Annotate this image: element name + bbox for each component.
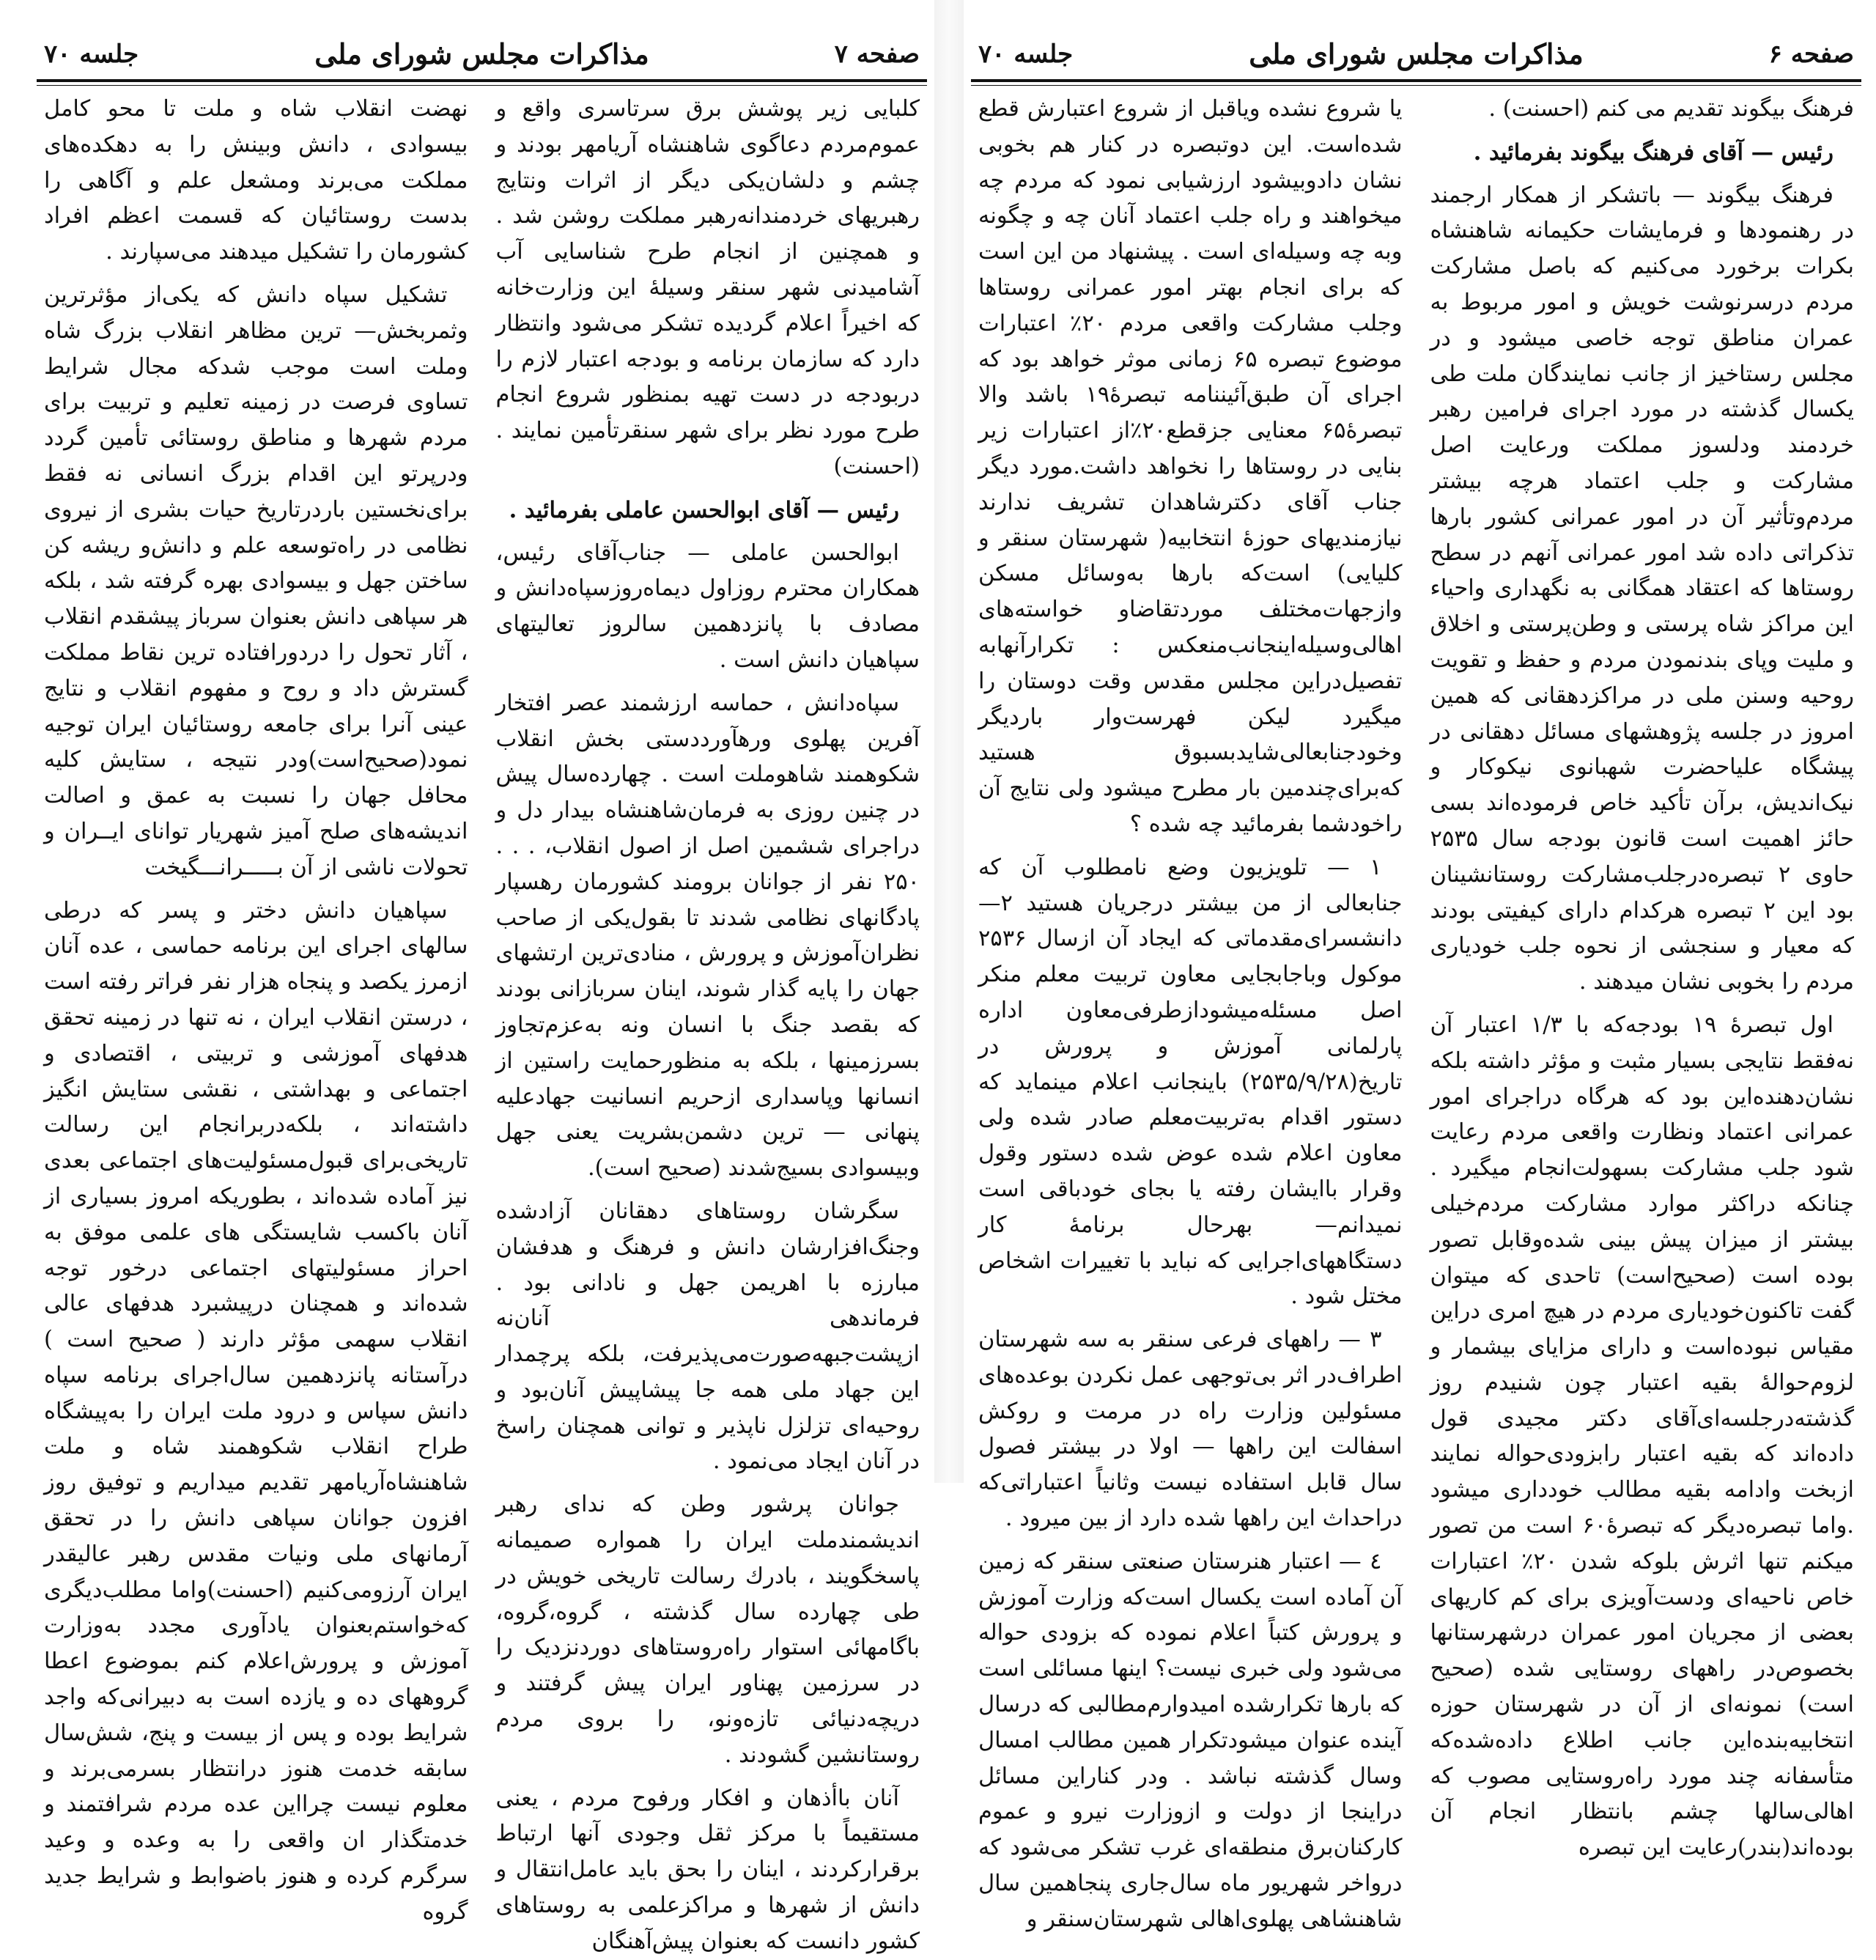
page-header	[29, 32, 934, 76]
paragraph: یا شروع نشده ویاقبل از شروع اعتبارش قطع شده‌است. این دوتبصره در کنار هم بخوبی نشان دادوبیشود ارزشیابی نمود که مردم چه میخواهند و راه جلب اعتماد آنان چه و چگونه وبه چه وسیله‌ای است . پیشنهاد من این است که برای انجام بهتر امور عمرانی روستاها وجلب مشارکت واقعی مردم ۲۰٪ اعتبارات موضوع تبصره ۶۵ زمانی موثر خواهد بود که اجرای آن طبق‌آئیننامه تبصرهٔ۱۹ باشد والا تبصرهٔ۶۵ معنایی جزقطع۲۰٪از اعتبارات زیر بنایی در روستاها را نخواهد داشت.مورد دیگر جناب آقای دکترشاهدان تشریف ندارند نیازمندیهای حوزهٔ انتخابیه( شهرستان سنقر و کلیایی) است‌که بارها به‌وسائل مسکن وازجهات‌مختلف موردتقاضاو خواسته‌های اهالی‌وسیله‌اینجانب‌منعکس : تکرارآنهابه تفصیل‌دراین مجلس مقدس وقت دوستان را میگیرد لیکن فهرست‌وار باردیگر وخودجنابعالی‌شایدبسبوق هستید که‌برای‌چندمین بار مطرح میشود ولی نتایج آن راخودشما بفرمائید چه شده ؟	[978, 96, 1403, 837]
paragraph: کلبایی زیر پوشش برق سرتاسری واقع و عموم‌مردم دعاگوی شاهنشاه آریامهر بودند و چشم و دلشان‌یکی دیگر از اثرات ونتایج رهبریهای خردمندانه‌رهبر مملکت روشن شد . و همچنین از انجام طرح شناسایی آب آشامیدنی شهر سنقر وسیلهٔ این وزارت‌خانه که اخیراً اعلام گردیده تشکر می‌شود وانتظار دارد که سازمان برنامه و بودجه اعتبار لازم را دربودجه در دست تهیه بمنظور شروع انجام طرح مورد نظر برای شهر سنقرتأمین نمایند .(احسنت)	[495, 96, 920, 479]
column-left	[44, 92, 468, 1925]
paragraph: فرهنگ بیگوند تقدیم می کنم (احسنت) .	[1488, 96, 1854, 122]
speaker-line: رئیس — آقای فرهنگ بیگوند بفرمائید .	[1473, 139, 1833, 166]
page-left	[29, 0, 934, 1954]
paragraph: فرهنگ بیگوند — باتشکر از همکار ارجمند در رهنمودها و فرمایشات حکیمانه شاهنشاه بکرات برخورد می‌کنیم که باصل مشارکت مردم درسرنوشت خویش و امور مربوط به عمران مناطق توجه خاصی میشود و در مجلس رستاخیز از جانب نمایندگان ملت طی یکسال گذشته در مورد اجرای فرامین رهبر خردمند ودلسوز مملکت ورعایت اصل مشارکت و جلب اعتماد هرچه بیشتر مردم‌وتأثیر آن در امور عمرانی کشور بارها تذکراتی داده شد امور عمرانی آنهم در سطح روستاها که اعتقاد همگانی به نگهداری واحیاء این مراکز شاه پرستی و وطن‌پرستی و اخلاق و ملیت وپای بندنمودن مردم و حفظ و تقویت روحیه وسنن ملی در مراکزدهقانی که همین امروز در جلسه پژوهشهای مسائل دهقانی در پیشگاه علیاحضرت شهبانوی نیکوکار و نیک‌اندیش، برآن تأکید خاص فرموده‌اند بسی حائز اهمیت است قانون بودجه سال ۲۵۳۵ حاوی ۲ تبصره‌درجلب‌مشارکت روستانشینان بود این ۲ تبصره هرکدام دارای کیفیتی بودند که معیار و سنجشی از نحوه جلب خودیاری مردم را بخوبی نشان میدهند .	[1430, 182, 1854, 995]
page-right	[964, 0, 1869, 1932]
page-header	[964, 32, 1869, 76]
publication-title: مذاکرات مجلس شورای ملی	[1249, 37, 1584, 70]
publication-title: مذاکرات مجلس شورای ملی	[314, 37, 649, 70]
paragraph: نهضت انقلاب شاه و ملت تا محو کامل بیسوادی ، دانش وبینش را به دهکده‌های مملکت می‌برند ومشعل علم و آگاهی را بدست روستائیان که قسمت اعظم افراد کشورمان را تشکیل میدهند می‌سپارند .	[44, 96, 468, 265]
column-right	[1430, 92, 1855, 1861]
paragraph: سپاهیان دانش دختر و پسر که درطی سالهای اجرای این برنامه حماسی ، عده آنان ازمرز یکصد و پنجاه هزار نفر فراتر رفته است ، درستن انقلاب ایران ، نه تنها در زمینه تحقق هدفهای آموزشی و تربیتی ، اقتصادی و اجتماعی و بهداشتی ، نقشی ستایش انگیز داشته‌اند ، بلکه‌دربرانجام این رسالت تاریخی‌برای قبول‌مسئولیت‌های اجتماعی بعدی نیز آماده شده‌اند ، بطوریکه امروز بسیاری از آنان باکسب شایستگی های علمی موفق به احراز مسئولیتهای اجتماعی درخور توجه شده‌اند و همچنان درپیشبرد هدفهای عالی انقلاب سهمی مؤثر دارند ( صحیح است ) درآستانه پانزدهمین سال‌اجرای برنامه سپاه دانش سپاس و درود ملت ایران را به‌پیشگاه طراح انقلاب شکوهمند شاه و ملت شاهنشاه‌آریامهر تقدیم میداریم و توفیق روز افزون جوانان سپاهی دانش را در تحقق آرمانهای ملی ونیات مقدس رهبر عالیقدر ایران آرزومی‌کنیم (احسنت)واما مطلب‌دیگری که‌خواستم‌بعنوان یادآوری مجدد به‌وزارت آموزش و پرورش‌اعلام کنم بموضوع اعطا گروههای ده و یازده است به دبیرانی‌که واجد شرایط بوده و پس از بیست و پنج، شش‌سال سابقه خدمت هنوز درانتظار بسرمی‌برند و معلوم نیست چرااین عده مردم شرافتمند و خدمتگذار ان واقعی را به وعده و وعید سرگرم کرده و هنوز باضوابط و شرایط جدید گروه	[44, 897, 468, 1925]
paragraph: آنان باأذهان و افکار ورفوح مردم ، یعنی مستقیماً با مرکز ثقل وجودی آنها ارتباط برقرارکردند ، اینان را بحق باید عامل‌انتقال و دانش از شهرها و مراکزعلمی به روستاهای کشور دانست که بعنوان پیش‌آهنگان	[495, 1785, 920, 1954]
page-number-label: صفحه ۷	[834, 40, 920, 69]
paragraph: تشکیل سپاه دانش که یکی‌از مؤثرترین وثمربخش— ترین مظاهر انقلاب بزرگ شاه وملت است موجب شدکه مجال شرایط تساوی فرصت در زمینه تعلیم و تربیت برای مردم شهرها و مناطق روستائی تأمین گردد ودرپرتو این اقدام بزرگ انسانی نه فقط برای‌نخستین باردرتاریخ حیات بشری از نیروی نظامی در راه‌توسعه علم و دانش‌و ریشه کن ساختن جهل و بیسوادی بهره گرفته شد ، بلکه هر سپاهی دانش بعنوان سرباز پیشقدم انقلاب ، آثار تحول را دردورافتاده ترین نقاط مملکت گسترش داد و روح و مفهوم انقلاب و نتایج عینی آنرا برای جامعه روستائیان ایران توجیه نمود(صحیح‌است)ودر نتیجه ، ستایش کلیه محافل جهان را نسبت به عمق و اصالت اندیشه‌های صلح آمیز شهریار توانای ایــران و تحولات ناشی از آن بـــــرانـــگیخت	[44, 281, 468, 880]
paragraph: سپاه‌دانش ، حماسه ارزشمند عصر افتخار آفرین پهلوی و‌رهآورد‌دستی بخش انقلاب شکوهمند شاهوملت است . چهارده‌سال پیش در چنین روزی به فرمان‌شاهنشاه بیدار دل و دراجرای ششمین اصل از اصول انقلاب، . . . ۲۵۰ نفر از جوانان برومند کشورمان رهسپار پادگانهای نظامی شدند تا بقول‌یکی از صاحب نظران‌آموزش و پرورش ، منادی‌ترین ارتشهای جهان را پایه گذار شوند، اینان سربازانی بودند که بقصد جنگ با انسان ونه به‌عزم‌تجاوز بسرزمینها ، بلکه به منظورحمایت راستین از انسانها وپاسداری ازحریم انسانیت جهادعلیه پنهانی — ترین دشمن‌بشریت یعنی جهل وبیسوادی بسیج‌شدند (صحیح است).	[495, 690, 920, 1182]
session-label: جلسه ۷۰	[978, 40, 1074, 69]
text-columns	[44, 92, 920, 1954]
speaker-line: رئیس — آقای ابوالحسن عاملی بفرمائید .	[509, 496, 899, 523]
paragraph: ۳ — راههای فرعی سنقر به سه شهرستان اطراف‌در اثر بی‌توجهی عمل نکردن بوعده‌های مسئولین وزارت راه در مرمت و روکش اسفالت این راهها — اولا در بیشتر فصول سال قابل استفاده نیست وثانیاً اعتباراتی‌که دراحداث این راهها شده دارد از بین میرود .	[978, 1327, 1403, 1532]
paragraph: سگرشان روستاهای دهقانان آزادشده وجنگ‌افزارشان دانش و فرهنگ و هدفشان مبارزه با اهریمن جهل و نادانی بود . فرماندهی آنان‌نه ازپشت‌جبهه‌صورت‌می‌پذیرفت، بلکه پرچمدار این جهاد ملی همه جا پیشاپیش آنان‌بود و روحیه‌ای تزلزل ناپذیر و توانی همچنان راسخ در آنان ایجاد می‌نمود .	[495, 1198, 920, 1475]
page-number-label: صفحه ۶	[1768, 40, 1854, 69]
column-right	[495, 92, 920, 1954]
header-rule	[37, 79, 927, 86]
paragraph: ۱ — تلویزیون وضع نامطلوب آن که جنابعالی از من بیشتر درجریان هستید ۲— دانشسرای‌مقدماتی که ایجاد آن ازسال ۲۵۳۶ موکول وباجابجایی معاون تربیت معلم منکر اصل مسئله‌میشودازطرفی‌معاون اداره پارلمانی آموزش و پرورش در تاریخ(۲۵۳۵/۹/۲۸) باینجانب اعلام مینماید که دستور اقدام به‌تربیت‌معلم صادر شده ولی معاون اعلام شده عوض شده دستور وقول وقرار باایشان رفته یا بجای خودباقی است نمیدانم— بهرحال برنامهٔ کار دستگاههای‌اجرایی که نباید با تغییرات اشخاص مختل شود .	[978, 854, 1403, 1310]
paragraph: ٤ — اعتبار هنرستان صنعتی سنقر که زمین آن آماده است یکسال است‌که وزارت آموزش و پرورش کتباً اعلام نموده که بزودی حواله می‌شود ولی خبری نیست؟ اینها مسائلی است که بارها تکرارشده امیدوارم‌مطالبی که درسال آینده عنوان میشودتکرار همین مطالب امسال وسال گذشته نباشد . ودر کناراین مسائل دراینجا از دولت و ازوزارت نیرو و عموم کارکنان‌برق منطقه‌ای غرب تشکر می‌شود که درواخر شهریور ماه سال‌جاری پنجاهمین سال شاهنشاهی پهلوی‌اهالی شهرستان‌سنقر و	[978, 1548, 1403, 1932]
header-rule	[971, 79, 1861, 86]
book-gutter	[934, 0, 964, 1483]
paragraph: اول تبصرهٔ ۱۹ بودجه‌که با ۱/۳ اعتبار آن نه‌فقط نتایجی بسیار مثبت و مؤثر داشته بلکه نشان‌دهنده‌این بود که هرگاه دراجرای امور عمرانی اعتماد ونظارت واقعی مردم رعایت شود جلب مشارکت بسهولت‌انجام میگیرد . چنانکه دراکثر موارد مشارکت مردم‌خیلی بیشتر از میزان پیش بینی شده‌وقابل تصور بوده است (صحیح‌است) تاحدی که میتوان گفت تاکنون‌خودیاری مردم در هیچ امری دراین مقیاس نبوده‌است و دارای مزایای بیشمار و لزوم‌حوالهٔ بقیه اعتبار چون شنیدم روز گذشته‌درجلسه‌ای‌آقای دکتر مجیدی قول داده‌اند که بقیه اعتبار رابزودی‌حواله نمایند ازبخت وادامه بقیه مطالب خودداری میشود .واما تبصره‌دیگر که تبصرهٔ۶۰ است من تصور میکنم تنها اثرش بلوکه شدن ۲۰٪ اعتبارات خاص ناحیه‌ای ودست‌آویزی برای کم کاریهای بعضی از مجریان امور عمران درشهرستانها بخصوص‌در راههای روستایی شده (صحیح است) نمونه‌ای از آن در شهرستان حوزه انتخابیه‌بنده‌این جانب اطلاع داده‌شده‌که متأسفانه چند مورد راه‌روستایی مصوب که اهالی‌سالها چشم بانتظار انجام آن بوده‌اند(بندر)رعایت این تبصره	[1430, 1012, 1854, 1861]
text-columns	[978, 92, 1854, 1932]
paragraph: ابوالحسن عاملی — جناب‌آقای رئیس، همکاران محترم روزاول دیماه‌روزسپاه‌دانش و مصادف با پانزدهمین سالروز تعالیتهای سپاهیان دانش است .	[495, 539, 920, 673]
column-left	[978, 92, 1403, 1932]
paragraph: جوانان پرشور وطن که ندای رهبر اندیشمندملت ایران را همواره صمیمانه پاسخگویند ، بادرك رسالت تاریخی خویش در طی چهارده سال گذشته ، گروه،گروه، باگامهائی استوار راه‌روستاهای دوردنزدیک را در سرزمین پهناور ایران پیش گرفتند و دریچه‌دنیائی تازه‌ونو، را بروی مردم روستانشین گشودند .	[495, 1492, 920, 1768]
session-label: جلسه ۷۰	[44, 40, 139, 69]
